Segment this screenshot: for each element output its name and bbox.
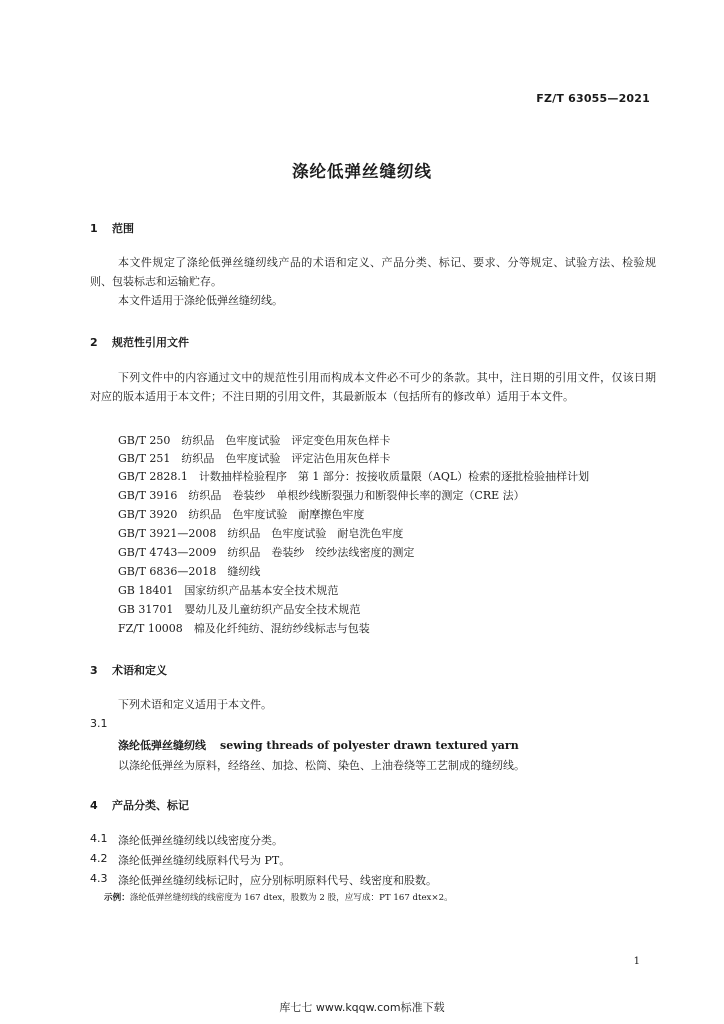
example-note	[104, 891, 453, 903]
reference-item: GB/T 3916 纺织品 卷装纱 单根纱线断裂强力和断裂伸长率的测定（CRE 法）	[118, 489, 525, 502]
section-2-heading	[90, 334, 189, 350]
scope-paragraph-2: 本文件适用于涤纶低弹丝缝纫线。	[118, 294, 283, 307]
clause-text: 涤纶低弹丝缝纫线原料代号为 PT。	[118, 854, 291, 867]
reference-item: GB/T 2828.1 计数抽样检验程序 第 1 部分：按接收质量限（AQL）检索的逐批检验抽样计划	[118, 470, 590, 483]
section-4-number: 4	[90, 799, 98, 812]
term-chinese: 涤纶低弹丝缝纫线	[118, 739, 206, 752]
clause-text: 涤纶低弹丝缝纫线以线密度分类。	[118, 834, 283, 847]
reference-item: GB/T 4743—2009 纺织品 卷装纱 绞纱法线密度的测定	[118, 546, 415, 559]
example-label: 示例：	[104, 893, 130, 903]
section-1-title: 范围	[112, 222, 134, 235]
section-2-number: 2	[90, 336, 98, 349]
section-3-title: 术语和定义	[112, 664, 167, 677]
references-intro: 下列文件中的内容通过文中的规范性引用而构成本文件必不可少的条款。其中，注日期的引用文件，仅该日期对应的版本适用于本文件；不注日期的引用文件，其最新版本（包括所有的修改单）适用于本文件。	[90, 371, 656, 403]
reference-item: GB/T 250 纺织品 色牢度试验 评定变色用灰色样卡	[118, 434, 391, 447]
scope-paragraph-1: 本文件规定了涤纶低弹丝缝纫线产品的术语和定义、产品分类、标记、要求、分等规定、试验方法、检验规则、包装标志和运输贮存。	[90, 256, 656, 288]
reference-item: GB/T 251 纺织品 色牢度试验 评定沾色用灰色样卡	[118, 452, 391, 465]
clause-number: 4.1	[90, 832, 108, 845]
reference-item: GB/T 6836—2018 缝纫线	[118, 565, 261, 578]
section-4-heading	[90, 797, 189, 813]
term-english: sewing threads of polyester drawn textured yarn	[220, 739, 519, 752]
clause-3-1-number: 3.1	[90, 717, 108, 730]
reference-item: GB 18401 国家纺织产品基本安全技术规范	[118, 584, 339, 597]
footer-watermark: 库七七 www.kqqw.com标准下载	[279, 1001, 445, 1014]
section-3-heading	[90, 662, 167, 678]
clause-number: 4.2	[90, 852, 108, 865]
reference-item: GB/T 3921—2008 纺织品 色牢度试验 耐皂洗色牢度	[118, 527, 404, 540]
section-2-title: 规范性引用文件	[112, 336, 189, 349]
term-entry	[118, 737, 519, 753]
document-title: 涤纶低弹丝缝纫线	[292, 162, 432, 181]
reference-item: GB 31701 婴幼儿及儿童纺织产品安全技术规范	[118, 603, 361, 616]
clause-text: 涤纶低弹丝缝纫线标记时，应分别标明原料代号、线密度和股数。	[118, 874, 437, 887]
section-1-heading	[90, 220, 134, 236]
clause-number: 4.3	[90, 872, 108, 885]
section-4-title: 产品分类、标记	[112, 799, 189, 812]
page-number: 1	[633, 956, 640, 967]
reference-item: FZ/T 10008 棉及化纤纯纺、混纺纱线标志与包装	[118, 622, 370, 635]
section-3-number: 3	[90, 664, 98, 677]
terms-intro: 下列术语和定义适用于本文件。	[118, 698, 272, 711]
example-text: 涤纶低弹丝缝纫线的线密度为 167 dtex，股数为 2 股，应写成：PT 167 dtex×2。	[129, 893, 453, 903]
reference-item: GB/T 3920 纺织品 色牢度试验 耐摩擦色牢度	[118, 508, 365, 521]
term-definition: 以涤纶低弹丝为原料，经络丝、加捻、松筒、染色、上油卷绕等工艺制成的缝纫线。	[118, 759, 525, 772]
standard-code: FZ/T 63055—2021	[536, 92, 650, 105]
section-1-number: 1	[90, 222, 98, 235]
